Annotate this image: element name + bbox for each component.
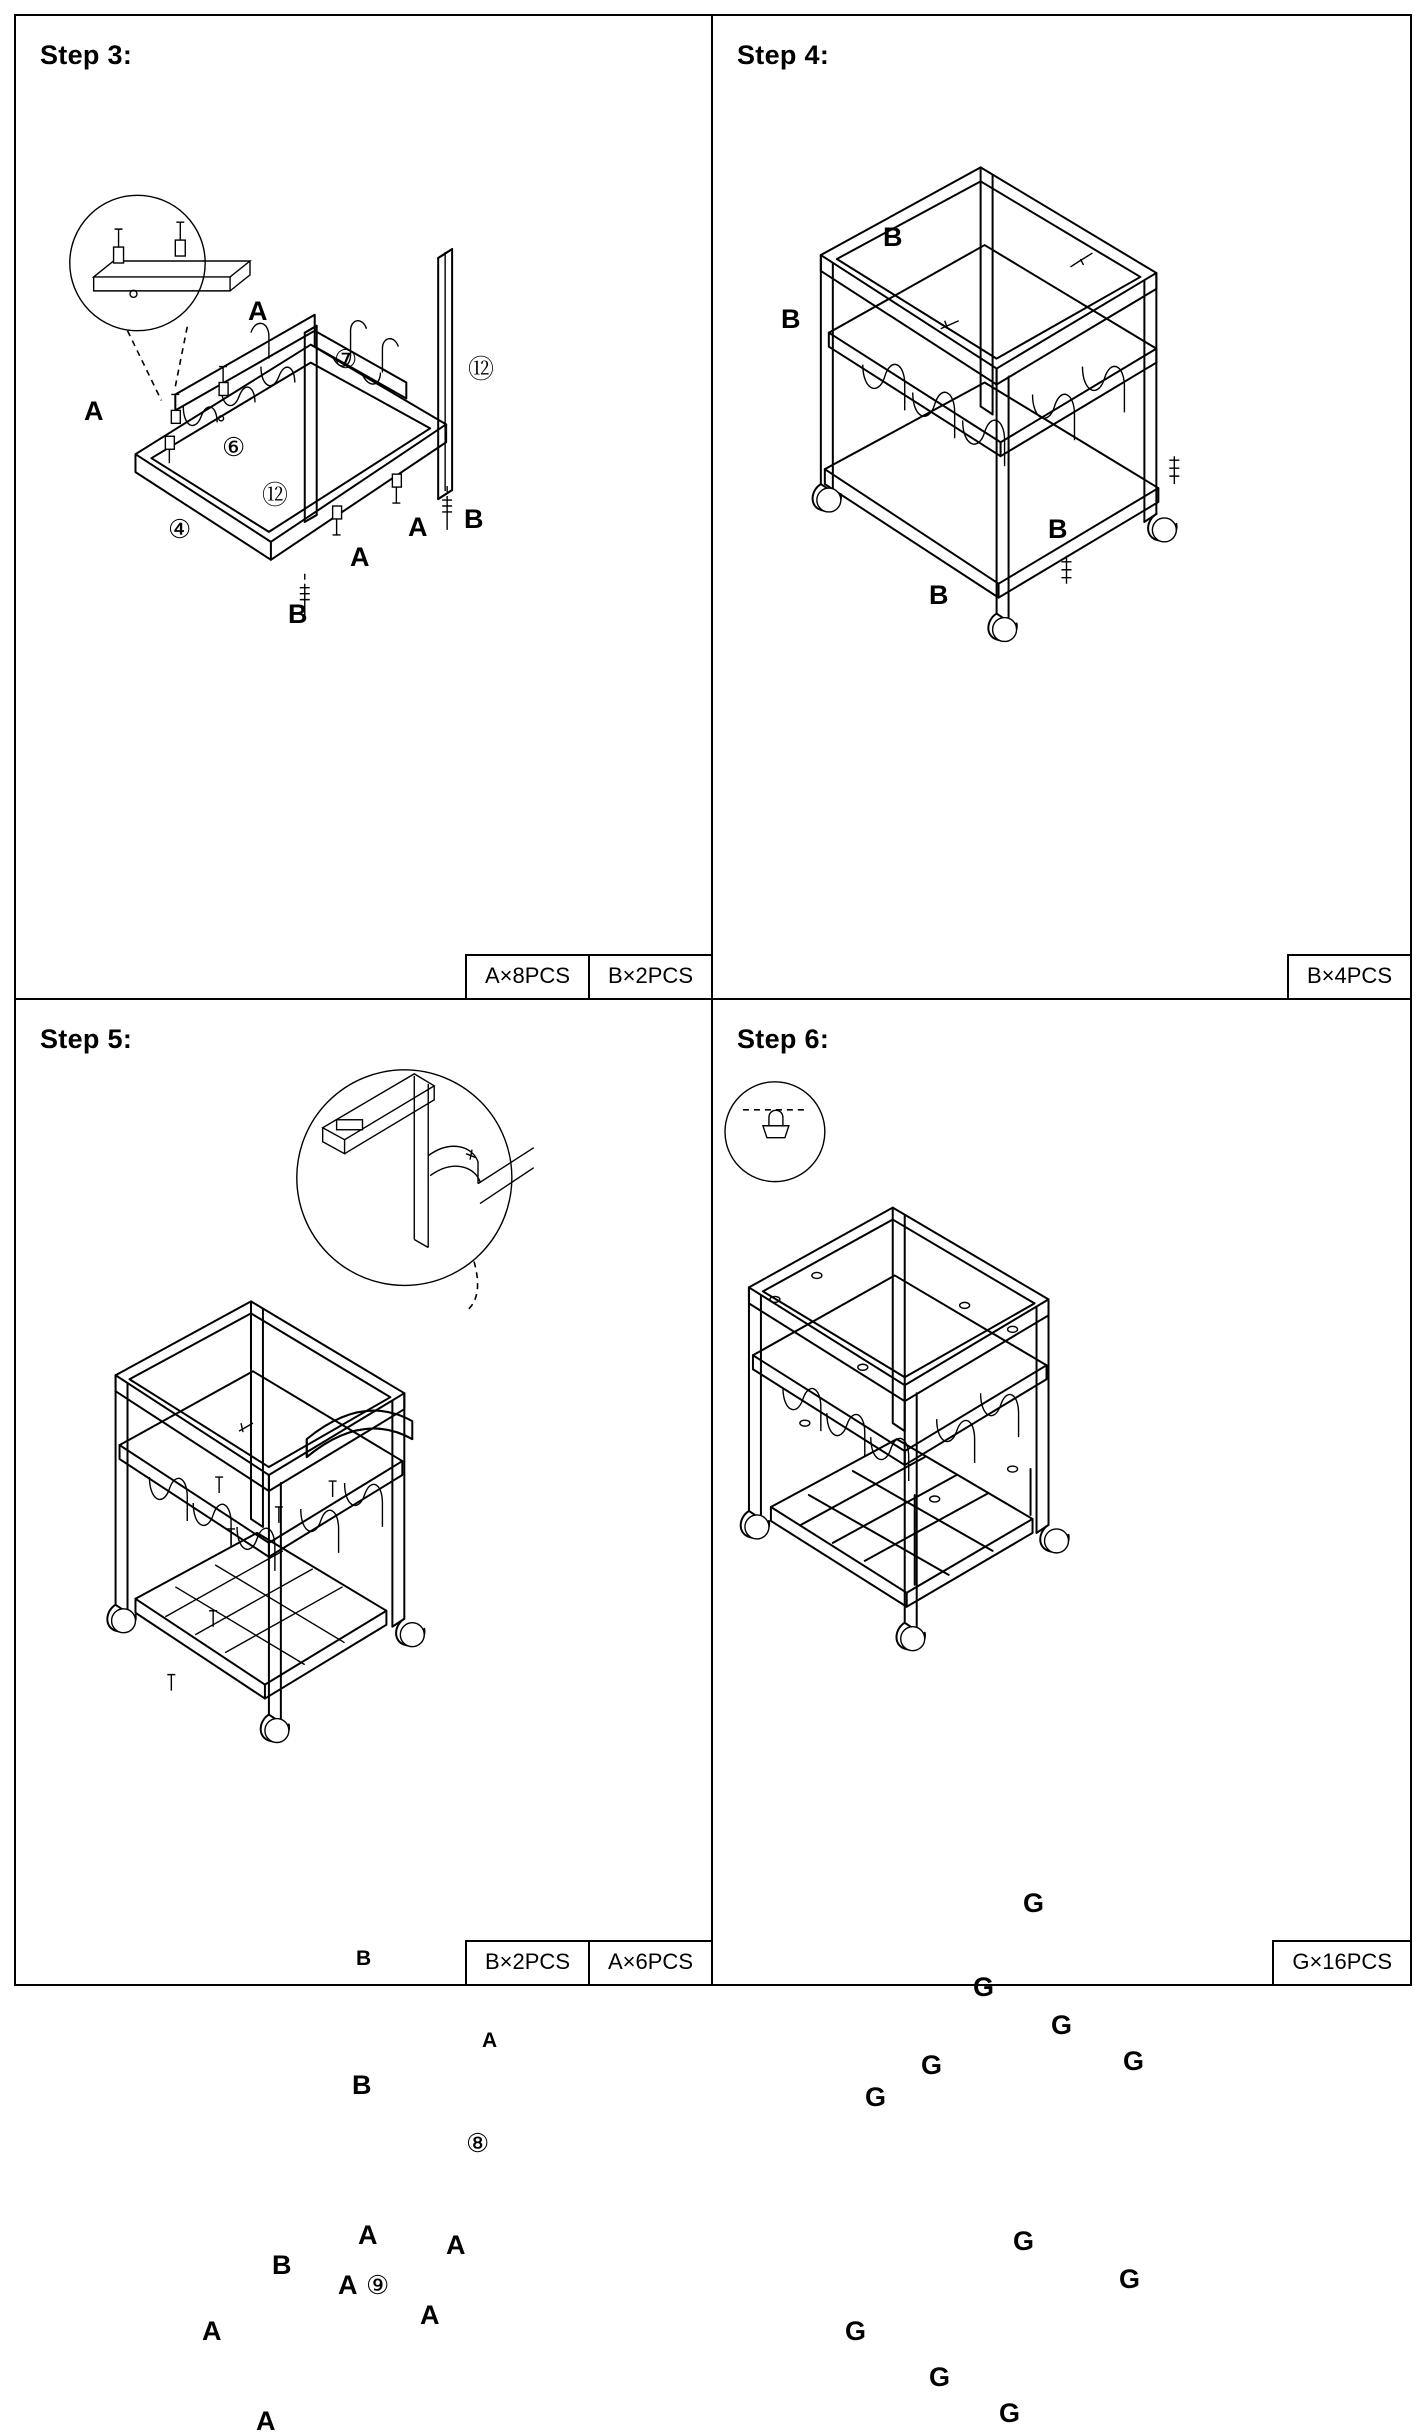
step5-part-a: A×6PCS [608,1949,693,1974]
step3-part-b: B×2PCS [608,963,693,988]
step5-label-a3: A [338,2270,358,2300]
step3-label-b-bottom: B [288,599,308,629]
step-title-6: Step 6: [737,1024,830,1054]
step6-label-g5: G [921,2050,943,2080]
step3-label-b-right: B [464,504,484,534]
step5-label-a1: A [358,2220,378,2250]
step6-label-g8: G [1119,2264,1141,2294]
step6-label-g9: G [845,2316,867,2346]
step4-illustration [713,16,1410,998]
step6-label-g11: G [999,2398,1021,2428]
step4-parts-legend [1287,954,1410,998]
step5-label-a-detail: A [482,2029,498,2052]
step-panel-6 [713,1000,1410,2428]
step3-callout-12-right: ⑫ [468,354,495,384]
step5-label-a5: A [202,2316,222,2346]
step4-label-b-left: B [781,304,801,334]
step5-label-b-top: B [352,2070,372,2100]
step5-callout-9: ⑨ [366,2270,390,2300]
step-panel-3 [16,16,713,1000]
step5-parts-legend [465,1940,711,1984]
step-title-4: Step 4: [737,40,830,70]
step3-label-a-bottom: A [350,542,370,572]
step6-label-g10: G [929,2362,951,2392]
step3-parts-legend [465,954,711,998]
step-title-3: Step 3: [40,40,133,70]
step3-label-a-top: A [248,296,268,326]
step4-label-b-right: B [1048,514,1068,544]
step6-illustration [713,1000,1410,1984]
step3-illustration [16,16,711,998]
step3-callout-12-mid: ⑫ [262,480,289,510]
step3-callout-7: ⑦ [334,344,358,374]
step4-label-b-bottom: B [929,580,949,610]
step5-part-b: B×2PCS [467,1942,590,1984]
step5-callout-8: ⑧ [466,2128,490,2158]
step6-parts-legend [1272,1940,1410,1984]
steps-grid [14,14,1412,2436]
step3-label-a-bottom-right: A [408,512,428,542]
step6-label-g4: G [1123,2046,1145,2076]
step3-part-a: A×8PCS [467,956,590,998]
step4-part-b: B×4PCS [1307,963,1392,988]
step-title-5: Step 5: [40,1024,133,1054]
step5-label-a2: A [446,2230,466,2260]
step5-label-b-mid: B [272,2250,292,2280]
step6-label-g6: G [865,2082,887,2112]
step5-label-b-detail: B [356,1947,372,1970]
step3-callout-4: ④ [168,514,192,544]
step6-label-g3: G [1051,2010,1073,2040]
step3-label-a-left: A [84,396,104,426]
step-panel-4 [713,16,1410,1000]
step3-callout-6: ⑥ [222,432,246,462]
step6-label-g2: G [973,1972,995,2002]
step6-label-g1: G [1023,1888,1045,1918]
step6-part-g: G×16PCS [1292,1949,1392,1974]
step5-illustration [16,1000,711,1984]
step5-label-a6: A [256,2406,276,2436]
step4-label-b-top: B [883,222,903,252]
step-panel-5 [16,1000,713,2436]
step5-label-a4: A [420,2300,440,2330]
step6-label-g7: G [1013,2226,1035,2256]
